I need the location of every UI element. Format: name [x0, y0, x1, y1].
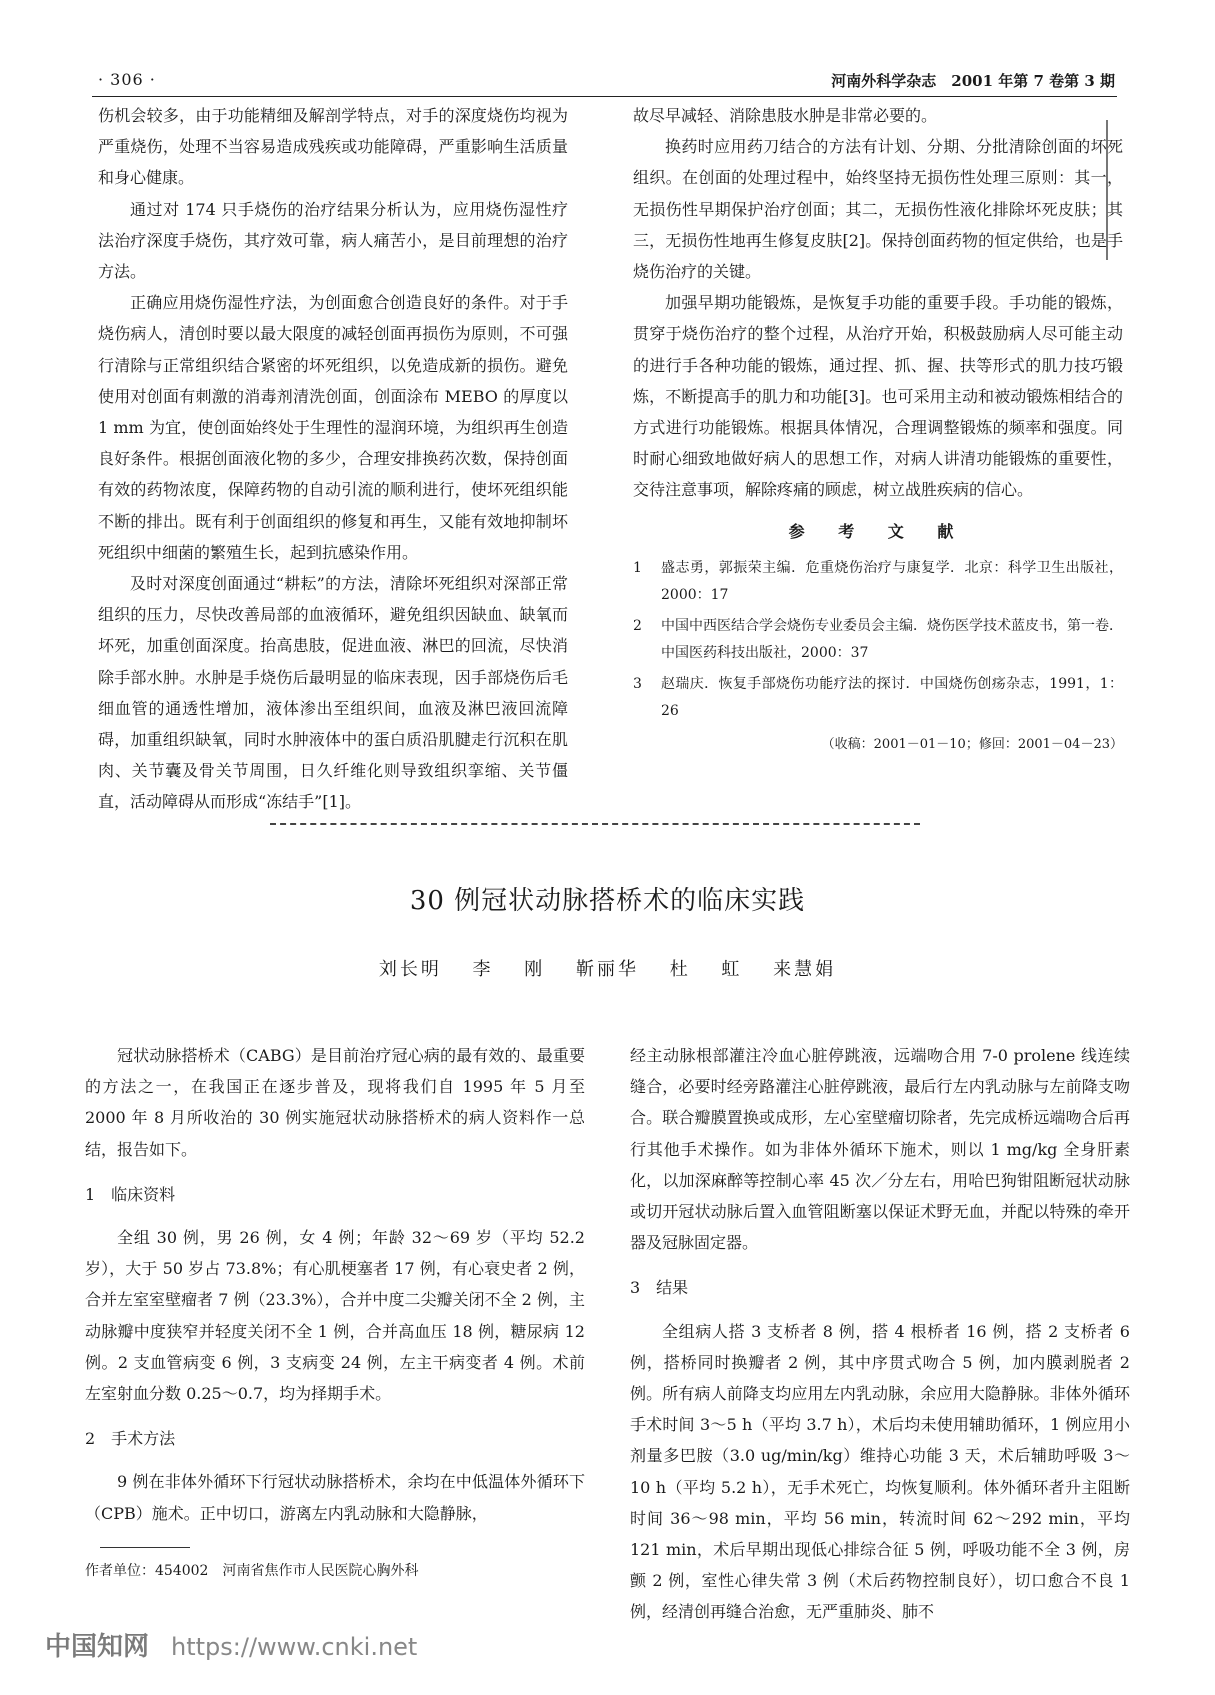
paragraph: 全组病人搭 3 支桥者 8 例，搭 4 根桥者 16 例，搭 2 支桥者 6 例，搭桥同时换瓣者 2 例，其中序贯式吻合 5 例，加内膜剥脱者 2 例。所有病人前降支均应用左内乳动脉，余应用大隐静脉。非体外循环手术时间 3～5 h（平均 3.7 h），术后均未使用辅助循环，1 例应用小剂量多巴胺（3.0 ug/min/kg）维持心功能 3 天，术后辅助呼吸 3～10 h（平均 5.2 h），无手术死亡，均恢复顺利。体外循环者升主阻断时间 36～98 min，平均 56 min，转流时间 62～292 min，平均 121 min，术后早期出现低心排综合征 5 例，呼吸功能不全 3 例，房颤 2 例，室性心律失常 3 例（术后药物控制良好），切口愈合不良 1 例，经清创再缝合治愈，无严重肺炎、肺不	[630, 1321, 1130, 1622]
paragraph: 全组 30 例，男 26 例，女 4 例；年龄 32～69 岁（平均 52.2 岁），大于 50 岁占 73.8%；有心肌梗塞者 17 例，有心衰史者 2 例，合并左室室壁瘤者 7 例（23.3%），合并中度二尖瓣关闭不全 2 例，主动脉瓣中度狭窄并轻度关闭不全 1 例，合并高血压 18 例，糖尿病 12 例。2 支血管病变 6 例，3 支病变 24 例，左主干病变者 4 例。术前左室射血分数 0.25～0.7，均为择期手术。	[85, 1228, 585, 1404]
article-authors: 刘长明 李 刚 靳丽华 杜 虹 来慧娟	[378, 959, 837, 980]
paragraph: 伤机会较多，由于功能精细及解剖学特点，对手的深度烧伤均视为严重烧伤，处理不当容易造成残疾或功能障碍，严重影响生活质量和身心健康。	[98, 106, 568, 188]
journal-header: 河南外科学杂志 2001 年第 7 卷第 3 期	[831, 72, 1115, 90]
paragraph: 冠状动脉搭桥术（CABG）是目前治疗冠心病的最有效的、最重要的方法之一，在我国正在逐步普及，现将我们自 1995 年 5 月至 2000 年 8 月所收治的 30 例实施冠状动脉搭桥术的病人资料作一总结，报告如下。	[85, 1046, 585, 1159]
cnki-watermark	[45, 1626, 417, 1663]
section-heading: 2 手术方法	[85, 1429, 176, 1449]
page-number: · 306 ·	[98, 70, 156, 89]
received-date: （收稿：2001－01－10；修回：2001－04－23）	[821, 736, 1123, 752]
reference-text: 赵瑞庆．恢复手部烧伤功能疗法的探讨．中国烧伤创疡杂志，1991，1：26	[661, 675, 1123, 719]
paragraph: 及时对深度创面通过“耕耘”的方法，清除坏死组织对深部正常组织的压力，尽快改善局部的血液循环，避免组织因缺血、缺氧而坏死，加重创面深度。抬高患肢，促进血液、淋巴的回流，尽快消除手部水肿。水肿是手烧伤后最明显的临床表现，因手部烧伤后毛细血管的通透性增加，液体渗出至组织间，血液及淋巴液回流障碍，加重组织缺氧，同时水肿液体中的蛋白质沿肌腱走行沉积在肌肉、关节囊及骨关节周围，日久纤维化则导致组织挛缩、关节僵直，活动障碍从而形成“冻结手”[1]。	[98, 574, 568, 812]
reference-item	[633, 555, 1123, 609]
paragraph: 加强早期功能锻炼，是恢复手功能的重要手段。手功能的锻炼，贯穿于烧伤治疗的整个过程，从治疗开始，积极鼓励病人尽可能主动的进行手各种功能的锻炼，通过捏、抓、握、扶等形式的肌力技巧锻炼，不断提高手的肌力和功能[3]。也可采用主动和被动锻炼相结合的方式进行功能锻炼。根据具体情况，合理调整锻炼的频率和强度。同时耐心细致地做好病人的思想工作，对病人讲清功能锻炼的重要性，交待注意事项，解除疼痛的顾虑，树立战胜疾病的信心。	[633, 293, 1123, 500]
paragraph: 换药时应用药刀结合的方法有计划、分期、分批清除创面的坏死组织。在创面的处理过程中，始终坚持无损伤性处理三原则：其一，无损伤性早期保护治疗创面；其二，无损伤性液化排除坏死皮肤；其三，无损伤性地再生修复皮肤[2]。保持创面药物的恒定供给，也是手烧伤治疗的关键。	[633, 137, 1123, 282]
footnote-rule	[100, 1547, 190, 1548]
reference-item	[633, 613, 1123, 667]
section-heading: 3 结果	[630, 1278, 689, 1298]
author-affiliation-footnote: 作者单位：454002 河南省焦作市人民医院心胸外科	[85, 1563, 419, 1579]
cnki-brand: 中国知网	[45, 1632, 150, 1662]
reference-number: 2	[633, 617, 642, 634]
reference-text: 中国中西医结合学会烧伤专业委员会主编．烧伤医学技术蓝皮书，第一卷．中国医药科技出版社，2000：37	[661, 617, 1123, 661]
paragraph: 经主动脉根部灌注冷血心脏停跳液，远端吻合用 7-0 prolene 线连续缝合，必要时经旁路灌注心脏停跳液，最后行左内乳动脉与左前降支吻合。联合瓣膜置换或成形，左心室壁瘤切除者，先完成桥远端吻合后再行其他手术操作。如为非体外循环下施术，则以 1 mg/kg 全身肝素化，以加深麻醉等控制心率 45 次／分左右，用哈巴狗钳阻断冠状动脉或切开冠状动脉后置入血管阻断塞以保证术野无血，并配以特殊的牵开器及冠脉固定器。	[630, 1046, 1130, 1253]
header-rule	[92, 96, 1117, 97]
top-right-column	[633, 100, 1123, 760]
article-divider	[270, 823, 920, 825]
reference-text: 盛志勇，郭振荣主编．危重烧伤治疗与康复学．北京：科学卫生出版社，2000：17	[661, 559, 1123, 603]
paragraph: 故尽早减轻、消除患肢水肿是非常必要的。	[633, 106, 938, 125]
references-title: 参 考 文 献	[788, 521, 968, 541]
section-heading: 1 临床资料	[85, 1184, 176, 1204]
paragraph: 正确应用烧伤湿性疗法，为创面愈合创造良好的条件。对于手烧伤病人，清创时要以最大限度的减轻创面再损伤为原则，不可强行清除与正常组织结合紧密的坏死组织，以免造成新的损伤。避免使用对创面有刺激的消毒剂清洗创面，创面涂布 MEBO 的厚度以 1 mm 为宜，使创面始终处于生理性的湿润环境，为组织再生创造良好条件。根据创面液化物的多少，合理安排换药次数，保持创面有效的药物浓度，保障药物的自动引流的顺利进行，使坏死组织能不断的排出。既有利于创面组织的修复和再生，又能有效地抑制坏死组织中细菌的繁殖生长，起到抗感染作用。	[98, 293, 568, 562]
reference-number: 3	[633, 675, 642, 692]
cnki-url: https://www.cnki.net	[171, 1633, 418, 1661]
top-left-column	[98, 100, 568, 818]
paragraph: 9 例在非体外循环下行冠状动脉搭桥术，余均在中低温体外循环下（CPB）施术。正中切口，游离左内乳动脉和大隐静脉，	[85, 1472, 585, 1523]
article-left-column	[85, 1040, 585, 1529]
reference-item	[633, 671, 1123, 725]
article-right-column	[630, 1040, 1130, 1628]
paragraph: 通过对 174 只手烧伤的治疗结果分析认为，应用烧伤湿性疗法治疗深度手烧伤，其疗效可靠，病人痛苦小，是目前理想的治疗方法。	[98, 199, 568, 282]
reference-number: 1	[633, 559, 642, 576]
article-title: 30 例冠状动脉搭桥术的临床实践	[409, 886, 806, 916]
